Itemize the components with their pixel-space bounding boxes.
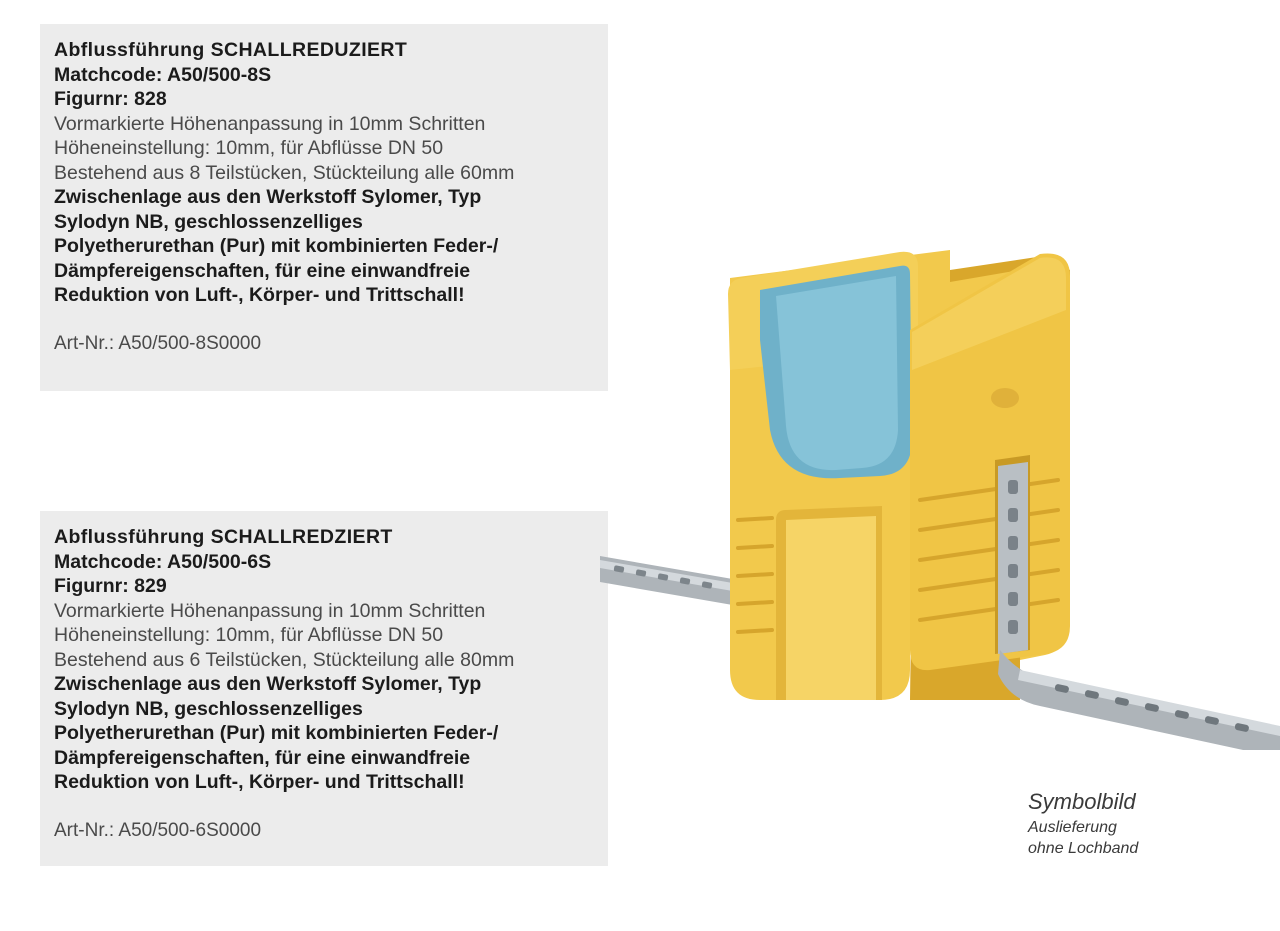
product-matchcode: Matchcode: A50/500-8S [54,63,272,86]
material-description-line: Dämpfereigenschaften, für eine einwandfreie [54,259,471,282]
image-caption: Symbolbild [1028,789,1136,814]
material-description-line: Reduktion von Luft-, Körper- und Trittschall! [54,284,465,306]
emboss-logo-icon [991,388,1019,408]
product-title: Abflussführung SCHALLREDUZIERT [54,39,408,61]
product-card-829 [40,511,608,866]
description-line: Vormarkierte Höhenanpassung in 10mm Schritten [54,112,486,135]
image-caption-note: ohne Lochband [1028,840,1139,857]
product-matchcode: Matchcode: A50/500-6S [54,550,272,573]
product-title: Abflussführung SCHALLREDZIERT [54,526,393,548]
product-figure-number: Figurnr: 829 [54,575,167,597]
article-number: Art-Nr.: A50/500-6S0000 [54,819,262,841]
material-description-line: Polyetherurethan (Pur) mit kombinierten Feder-/ [54,235,499,257]
product-image [600,230,1280,750]
material-description-line: Polyetherurethan (Pur) mit kombinierten Feder-/ [54,722,499,744]
material-description-line: Reduktion von Luft-, Körper- und Trittschall! [54,771,465,793]
material-description-line: Zwischenlage aus den Werkstoff Sylomer, Typ [54,186,482,208]
product-figure-number: Figurnr: 828 [54,88,167,110]
description-line: Bestehend aus 6 Teilstücken, Stückteilung alle 80mm [54,648,515,671]
perforated-strap-left [600,556,750,608]
product-card-828 [40,24,608,391]
description-line: Bestehend aus 8 Teilstücken, Stückteilung alle 60mm [54,161,515,184]
material-description-line: Dämpfereigenschaften, für eine einwandfreie [54,746,471,769]
description-line: Höheneinstellung: 10mm, für Abflüsse DN 50 [54,624,444,646]
material-description-line: Zwischenlage aus den Werkstoff Sylomer, Typ [54,673,482,695]
material-description-line: Sylodyn NB, geschlossenzelliges [54,210,363,233]
description-line: Höheneinstellung: 10mm, für Abflüsse DN 50 [54,137,444,159]
material-description-line: Sylodyn NB, geschlossenzelliges [54,697,363,720]
article-number: Art-Nr.: A50/500-8S0000 [54,332,262,354]
image-caption-note: Auslieferung [1028,819,1117,836]
description-line: Vormarkierte Höhenanpassung in 10mm Schritten [54,599,486,622]
